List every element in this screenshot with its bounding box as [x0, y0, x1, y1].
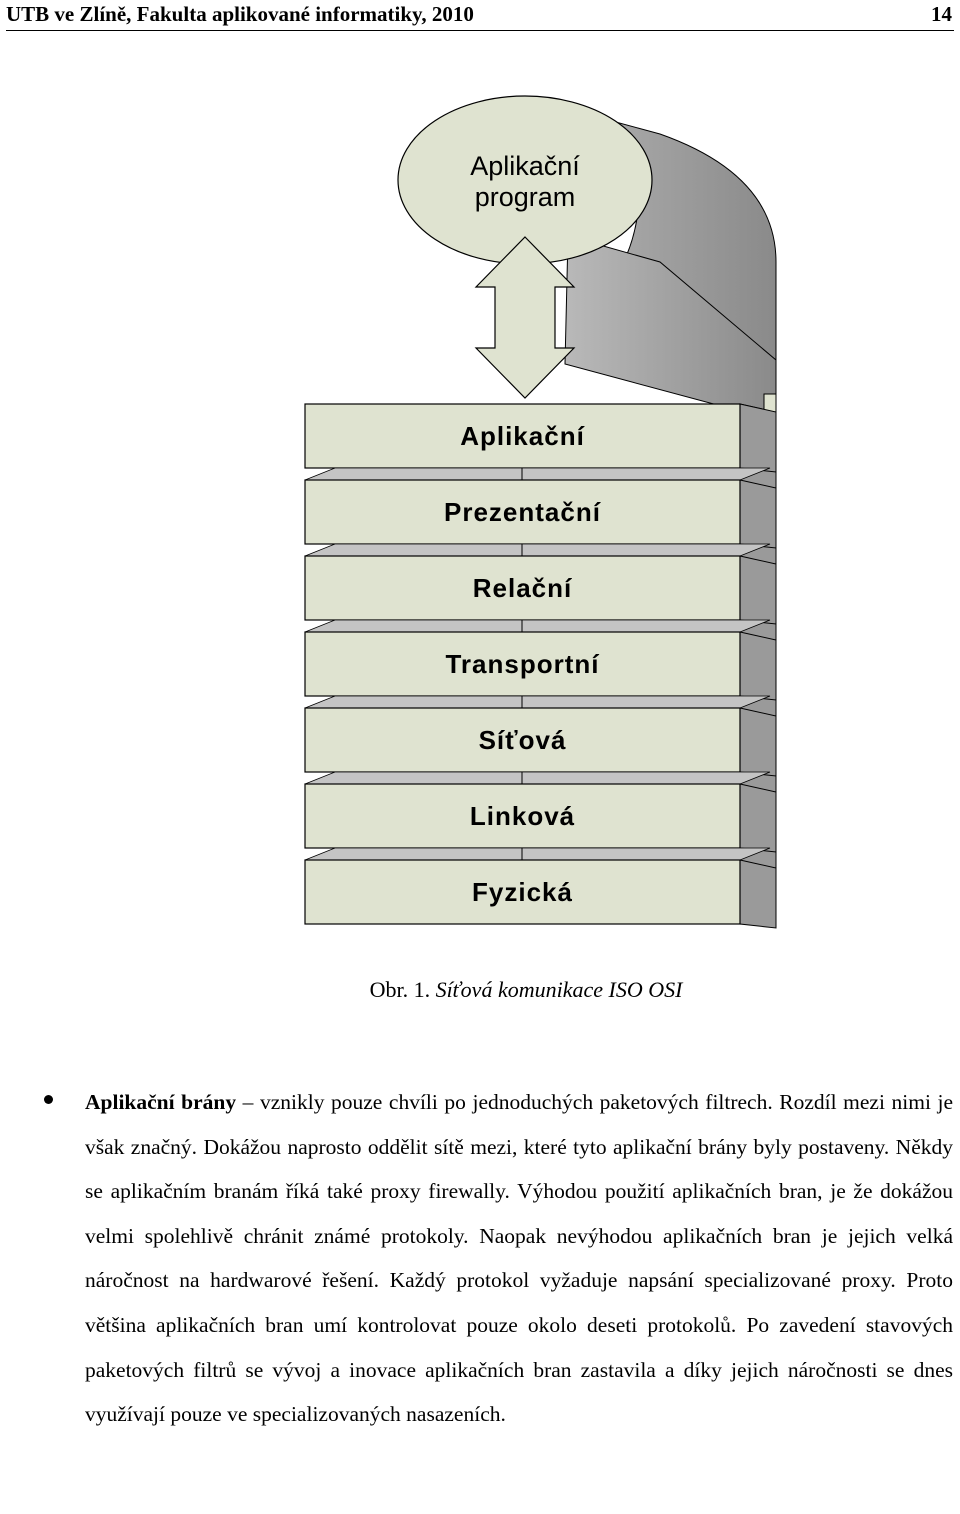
- layer-box-bevel: [305, 468, 770, 480]
- layer-box-side: [740, 860, 776, 928]
- layer-label: Fyzická: [472, 877, 573, 907]
- bullet-paragraph: [85, 1080, 953, 1437]
- app-program-label-line1: Aplikační: [470, 151, 580, 181]
- figure-caption: [0, 977, 960, 1003]
- layer-box-bevel: [305, 544, 770, 556]
- bullet-icon: [44, 1095, 53, 1104]
- layer-box-bevel: [305, 848, 770, 860]
- bullet-term: Aplikační brány: [85, 1090, 237, 1114]
- layer-label: Síťová: [478, 725, 567, 755]
- header-title: UTB ve Zlíně, Fakulta aplikované informatiky, 2010: [6, 2, 474, 26]
- layer-box-side: [740, 480, 776, 548]
- layer-box-side: [740, 556, 776, 624]
- layer-label: Prezentační: [444, 497, 601, 527]
- page-number: 14: [931, 2, 952, 26]
- bullet-text: – vznikly pouze chvíli po jednoduchých paketových filtrech. Rozdíl mezi nimi je však značný. Dokážou naprosto oddělit sítě mezi, které tyto aplikační brány byly postaveny. Někdy se aplikačním branám říká také proxy firewally. Výhodou použití aplikačních bran, je že dokážou velmi spolehlivě chránit známé protokoly. Naopak nevýhodou aplikačních bran je jejich velká náročnost na hardwarové řešení. Každý protokol vyžaduje napsání specializované proxy. Proto většina aplikačních bran umí kontrolovat pouze okolo deseti protokolů. Po zavedení stavových paketových filtrů se vývoj a inovace aplikačních bran zastavila a díky jejich náročnosti se dnes využívají pouze ve specializovaných nasazeních.: [85, 1090, 953, 1427]
- layer-box-bevel: [305, 772, 770, 784]
- layer-label: Transportní: [445, 649, 600, 679]
- layer-box-side: [740, 784, 776, 852]
- layer-box-side: [740, 708, 776, 776]
- app-program-label-line2: program: [474, 182, 576, 212]
- layer-label: Relační: [472, 573, 573, 603]
- layer-box-bevel: [305, 696, 770, 708]
- caption-title: Síťová komunikace ISO OSI: [435, 977, 683, 1002]
- caption-prefix: Obr. 1.: [369, 977, 431, 1002]
- layer-label: Aplikační: [460, 421, 585, 451]
- layer-box-side: [740, 632, 776, 700]
- layer-box-bevel: [305, 620, 770, 632]
- layer-box-side: [740, 404, 776, 472]
- osi-layers: [305, 404, 776, 928]
- layer-label: Linková: [469, 801, 576, 831]
